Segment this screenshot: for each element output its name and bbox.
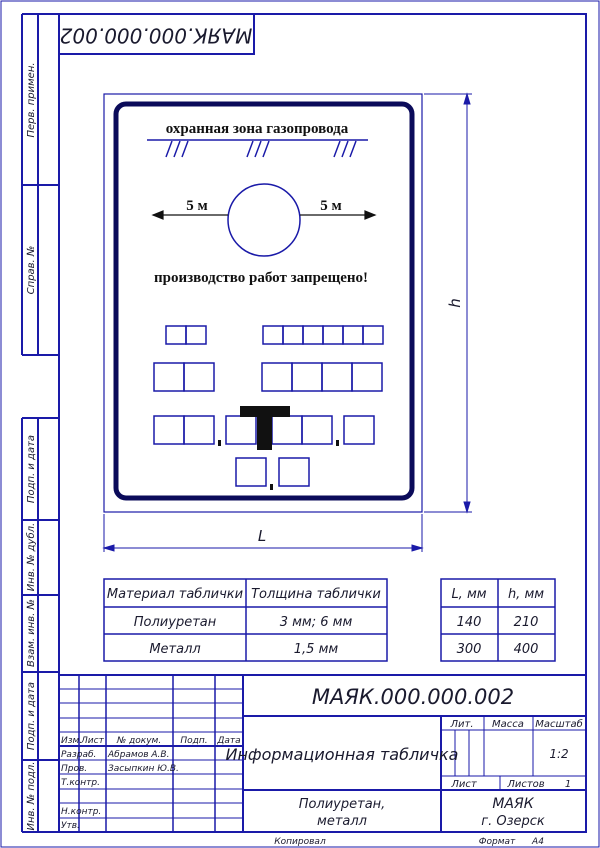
nkontr-label: Н.контр. [61, 807, 102, 817]
size-row-1-l: 140 [456, 615, 482, 630]
prov-label: Пров. [61, 764, 88, 774]
thickness-row-1: 3 мм; 6 мм [279, 615, 353, 630]
thickness-header: Толщина таблички [251, 587, 381, 602]
dimension-h-label: h [446, 298, 464, 308]
masshtab-label: Масштаб [535, 719, 583, 730]
left-distance: 5 м [186, 198, 208, 214]
col-podp: Подп. [180, 736, 208, 746]
material-line-1: Полиуретан, [298, 797, 386, 812]
format-value: А4 [532, 837, 544, 847]
size-row-2-h: 400 [513, 642, 539, 657]
side-label-sprav: Справ. № [26, 245, 37, 295]
dimension-l-label: L [257, 527, 267, 545]
size-row-1-h: 210 [513, 615, 539, 630]
lit-label: Лит. [450, 719, 474, 730]
thickness-row-2: 1,5 мм [293, 642, 339, 657]
razrab-label: Разраб. [61, 750, 97, 760]
massa-label: Масса [492, 719, 524, 730]
side-label-podp-data-1: Подп. и дата [26, 434, 37, 504]
material-header: Материал таблички [106, 587, 244, 602]
pipe-circle [228, 184, 300, 256]
prov-name: Засыпкин Ю.В. [108, 764, 179, 774]
org-city: г. Озерск [481, 814, 545, 829]
material-row-1: Полиуретан [133, 615, 217, 630]
scale-value: 1:2 [549, 747, 569, 761]
col-data: Дата [217, 736, 241, 746]
razrab-name: Абрамов А.В. [108, 750, 170, 760]
org-name: МАЯК [492, 796, 534, 812]
right-distance: 5 м [320, 198, 342, 214]
material-line-2: металл [317, 814, 367, 829]
doc-code: МАЯК.000.000.002 [311, 685, 515, 709]
size-header-l: L, мм [451, 587, 487, 602]
col-list: Лист [81, 736, 104, 746]
warning-text: производство работ запрещено! [153, 270, 369, 286]
format-label: Формат [478, 837, 516, 847]
utv-label: Утв. [61, 821, 80, 831]
ground-hatch [147, 140, 368, 157]
product-name: Информационная табличка [225, 745, 459, 764]
side-label-podp-data-2: Подп. и дата [26, 681, 37, 751]
side-label-perv-primen: Перв. примен. [26, 62, 37, 138]
col-docum: № докум. [116, 736, 162, 746]
top-doc-code: МАЯК.000.000.002 [59, 23, 253, 48]
kopiroval-label: Копировал [274, 837, 326, 847]
listov-value: 1 [564, 779, 572, 790]
side-label-inv-dubl: Инв. № дубл. [26, 522, 37, 592]
tkontr-label: Т.контр. [61, 778, 101, 788]
side-label-vzam-inv: Взам. инв. № [26, 599, 37, 667]
material-row-2: Металл [149, 642, 201, 657]
col-izm: Изм. [61, 736, 83, 746]
size-header-h: h, мм [507, 587, 545, 602]
side-label-inv-podl: Инв. № подл. [26, 761, 37, 831]
list-label: Лист [451, 779, 477, 790]
size-row-2-l: 300 [456, 642, 482, 657]
zone-text: охранная зона газопровода [165, 121, 349, 137]
listov-label: Листов [507, 779, 545, 790]
